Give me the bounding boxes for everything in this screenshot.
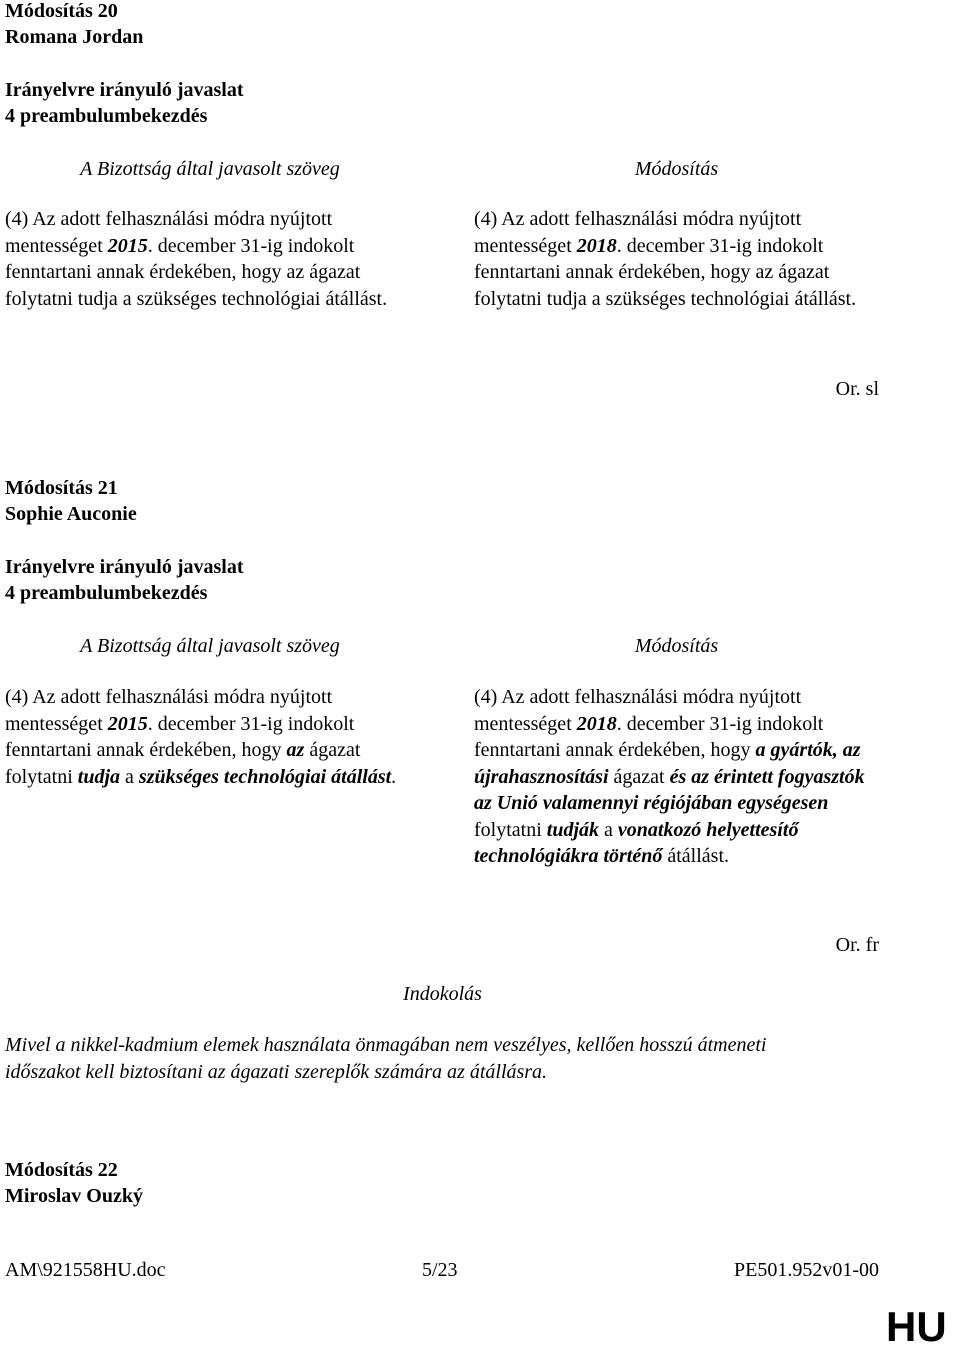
commission-text-header: A Bizottság által javasolt szöveg (80, 158, 340, 180)
amendment-author: Romana Jordan (5, 26, 144, 48)
original-language: Or. sl (835, 378, 879, 400)
amendment-title: Módosítás 20 (5, 0, 118, 22)
commission-text: (4) Az adott felhasználási módra nyújtott mentességet 2015. december 31-ig indokolt fenntartani annak érdekében, hogy az ágazat folytatni tudja a szükséges technológiai átállást. (5, 686, 397, 788)
recital-reference: 4 preambulumbekezdés (5, 582, 208, 604)
proposal-type: Irányelvre irányuló javaslat (5, 556, 244, 578)
commission-text: (4) Az adott felhasználási módra nyújtott mentességet 2015. december 31-ig indokolt fenntartani annak érdekében, hogy az ágazat folytatni tudja a szükséges technológiai átállást. (5, 208, 388, 310)
document-reference: AM\921558HU.doc (5, 1259, 166, 1281)
amendment-title: Módosítás 21 (5, 477, 118, 499)
original-language: Or. fr (835, 934, 879, 956)
recital-reference: 4 preambulumbekezdés (5, 105, 208, 127)
amendment-text-header: Módosítás (634, 635, 719, 657)
language-code: HU (886, 1303, 947, 1350)
pe-number: PE501.952v01-00 (734, 1259, 879, 1281)
amendment-author: Miroslav Ouzký (5, 1185, 143, 1207)
amendment-author: Sophie Auconie (5, 503, 137, 525)
page-number: 5/23 (422, 1259, 458, 1281)
justification-title: Indokolás (403, 983, 482, 1005)
amendment-text: (4) Az adott felhasználási módra nyújtott mentességet 2018. december 31-ig indokolt fenntartani annak érdekében, hogy a gyártók, az újrahasznosítási ágazat és az érintett fogyasztók az Unió valamennyi régiójában egységesen folytatni tudják a vonatkozó helyettesítő technológiákra történő átállást. (474, 686, 865, 867)
amendment-title: Módosítás 22 (5, 1159, 118, 1181)
amendment-text: (4) Az adott felhasználási módra nyújtott mentességet 2018. december 31-ig indokolt fenntartani annak érdekében, hogy az ágazat folytatni tudja a szükséges technológiai átállást. (474, 208, 857, 310)
commission-text-header: A Bizottság által javasolt szöveg (80, 635, 340, 657)
amendment-text-header: Módosítás (634, 158, 719, 180)
justification-text: Mivel a nikkel-kadmium elemek használata önmagában nem veszélyes, kellően hosszú átmeneti időszakot kell biztosítani az ágazati szereplők számára az átállásra. (5, 1034, 767, 1083)
proposal-type: Irányelvre irányuló javaslat (5, 79, 244, 101)
